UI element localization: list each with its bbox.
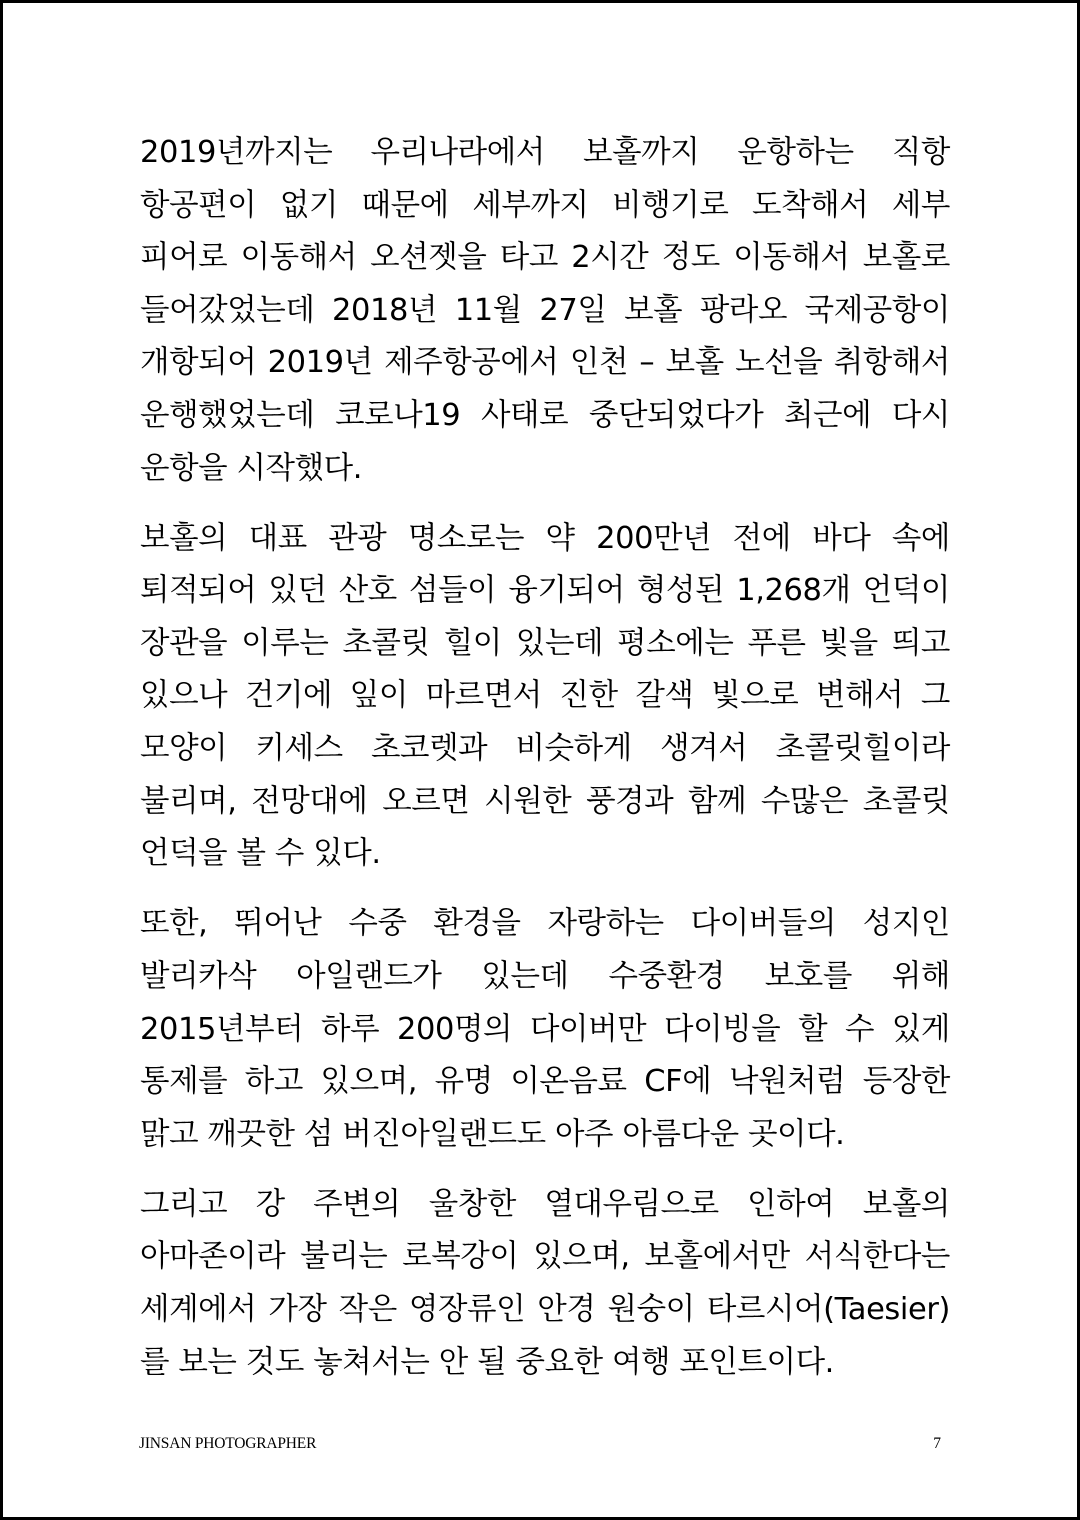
body-text	[140, 127, 950, 1407]
paragraph-balicasag-island: 또한, 뛰어난 수중 환경을 자랑하는 다이버들의 성지인 발리카삭 아일랜드가 있는데 수중환경 보호를 위해 2015년부터 하루 200명의 다이버만 다이빙을 할 수 있게 통제를 하고 있으며, 유명 이온음료 CF에 낙원처럼 등장한 맑고 깨끗한 섬 버진아일랜드도 아주 아름다운 곳이다.	[140, 906, 950, 1152]
footer-publisher: JINSAN PHOTOGRAPHER	[139, 1435, 317, 1452]
paragraph-loboc-river: 그리고 강 주변의 울창한 열대우림으로 인하여 보홀의 아마존이라 불리는 로복강이 있으며, 보홀에서만 서식한다는 세계에서 가장 작은 영장류인 안경 원숭이 타르시어(Taesier)를 보는 것도 놓쳐서는 안 될 중요한 여행 포인트이다.	[140, 1186, 950, 1380]
footer-page-number: 7	[933, 1435, 941, 1452]
paragraph-chocolate-hills: 보홀의 대표 관광 명소로는 약 200만년 전에 바다 속에 퇴적되어 있던 산호 섬들이 융기되어 형성된 1,268개 언덕이 장관을 이루는 초콜릿 힐이 있는데 평소에는 푸른 빛을 띄고 있으나 건기에 잎이 마르면서 진한 갈색 빛으로 변해서 그 모양이 키세스 초코렛과 비슷하게 생겨서 초콜릿힐이라 불리며, 전망대에 오르면 시원한 풍경과 함께 수많은 초콜릿 언덕을 볼 수 있다.	[140, 520, 950, 872]
paragraph-boracay-flights: 2019년까지는 우리나라에서 보홀까지 운항하는 직항 항공편이 없기 때문에 세부까지 비행기로 도착해서 세부 피어로 이동해서 오션젯을 타고 2시간 정도 이동해서 보홀로 들어갔었는데 2018년 11월 27일 보홀 팡라오 국제공항이 개항되어 2019년 제주항공에서 인천 – 보홀 노선을 취항해서 운행했었는데 코로나19 사태로 중단되었다가 최근에 다시 운항을 시작했다.	[140, 135, 950, 486]
